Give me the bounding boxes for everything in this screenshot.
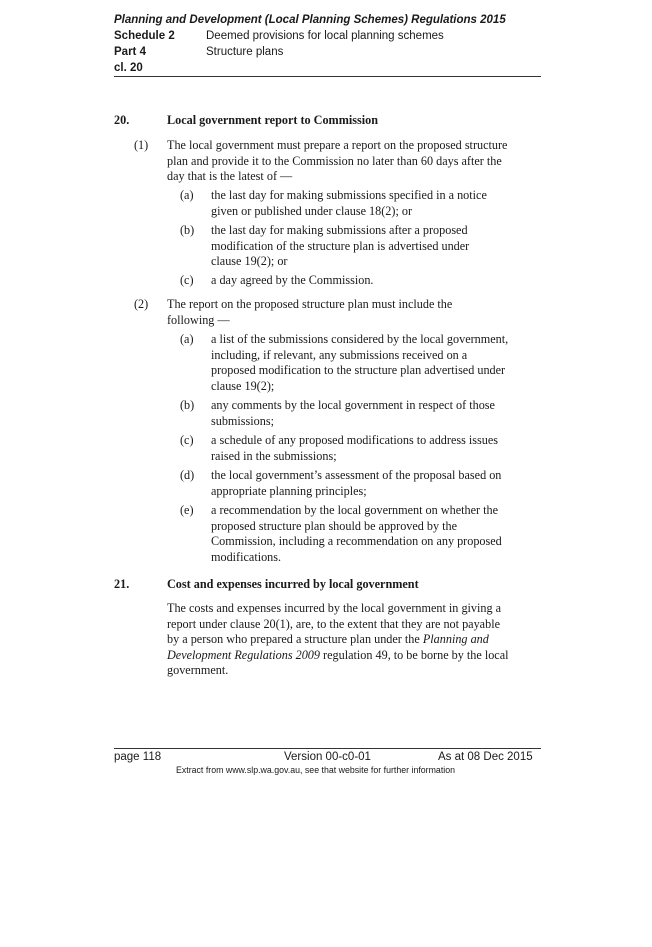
paragraph-line: any comments by the local government in respect of those bbox=[211, 398, 495, 412]
paragraph-line: Commission, including a recommendation on any proposed bbox=[211, 534, 502, 548]
header-clause-label: cl. 20 bbox=[114, 62, 143, 74]
paragraph-label: (a) bbox=[180, 332, 194, 346]
extract-notice: Extract from www.slp.wa.gov.au, see that website for further information bbox=[176, 765, 456, 775]
header-part-row bbox=[114, 44, 283, 60]
paragraph-line: the last day for making submissions specified in a notice bbox=[211, 188, 487, 202]
section-20-number: 20. bbox=[114, 113, 130, 127]
paragraph-line: a list of the submissions considered by the local government, bbox=[211, 332, 509, 346]
paragraph-line: a day agreed by the Commission. bbox=[211, 273, 374, 287]
paragraph-line: clause 19(2); or bbox=[211, 254, 288, 268]
section-21-body-line: The costs and expenses incurred by the local government in giving a bbox=[167, 601, 502, 615]
paragraph-label: (b) bbox=[180, 398, 195, 412]
subclause-1-line: plan and provide it to the Commission no later than 60 days after the bbox=[167, 153, 502, 168]
paragraph-label: (a) bbox=[180, 188, 194, 202]
paragraph-label: (d) bbox=[180, 468, 195, 482]
paragraph-line: appropriate planning principles; bbox=[211, 483, 367, 498]
header-rule bbox=[114, 76, 541, 77]
document-title: Planning and Development (Local Planning Schemes) Regulations 2015 bbox=[114, 14, 506, 26]
section-21-body-line bbox=[167, 648, 509, 664]
subclause-1-number: (1) bbox=[134, 138, 149, 152]
paragraph-line: modification of the structure plan is advertised under bbox=[211, 238, 470, 253]
section-21-body-line: government. bbox=[167, 663, 229, 677]
cited-act-title: Development Regulations 2009 bbox=[167, 647, 320, 662]
subclause-1-line: day that is the latest of — bbox=[167, 169, 293, 183]
section-21-body-line: report under clause 20(1), are, to the extent that they are not payable bbox=[167, 616, 500, 631]
header-schedule-row bbox=[114, 28, 444, 44]
paragraph-line: proposed structure plan should be approved by the bbox=[211, 518, 458, 533]
subclause-1-line: The local government must prepare a report on the proposed structure bbox=[167, 138, 508, 152]
section-21-heading: Cost and expenses incurred by local government bbox=[167, 577, 419, 591]
paragraph-line: modifications. bbox=[211, 549, 282, 564]
body-text: by a person who prepared a structure plan under the bbox=[167, 632, 423, 646]
paragraph-label: (e) bbox=[180, 503, 194, 517]
paragraph-line: a recommendation by the local government on whether the bbox=[211, 503, 498, 517]
paragraph-line: given or published under clause 18(2); or bbox=[211, 203, 413, 218]
paragraph-line: submissions; bbox=[211, 413, 274, 428]
paragraph-line: the local government’s assessment of the proposal based on bbox=[211, 468, 502, 482]
header-part-value: Structure plans bbox=[206, 46, 284, 58]
paragraph-line: including, if relevant, any submissions received on a bbox=[211, 347, 468, 362]
header-schedule-label: Schedule 2 bbox=[114, 30, 175, 42]
page-number: page 118 bbox=[114, 751, 162, 763]
body-text: regulation 49, to be borne by the local bbox=[320, 647, 509, 662]
paragraph-label: (c) bbox=[180, 273, 194, 287]
version-label: Version 00-c0-01 bbox=[284, 751, 371, 763]
header-clause-row bbox=[114, 60, 206, 76]
paragraph-line: raised in the submissions; bbox=[211, 448, 337, 463]
paragraph-line: a schedule of any proposed modifications to address issues bbox=[211, 433, 499, 447]
footer-rule bbox=[114, 748, 541, 749]
cited-act-title: Planning and bbox=[422, 632, 489, 646]
section-20-heading: Local government report to Commission bbox=[167, 113, 378, 127]
subclause-2-line: following — bbox=[167, 312, 230, 327]
paragraph-label: (c) bbox=[180, 433, 194, 447]
paragraph-line: the last day for making submissions after a proposed bbox=[211, 223, 468, 237]
header-part-label: Part 4 bbox=[114, 46, 146, 58]
section-21-number: 21. bbox=[114, 577, 130, 591]
paragraph-label: (b) bbox=[180, 223, 195, 237]
as-at-date: As at 08 Dec 2015 bbox=[438, 751, 533, 763]
subclause-2-line: The report on the proposed structure plan must include the bbox=[167, 297, 453, 311]
paragraph-line: proposed modification to the structure plan advertised under bbox=[211, 363, 506, 377]
paragraph-line: clause 19(2); bbox=[211, 378, 275, 393]
header-schedule-value: Deemed provisions for local planning schemes bbox=[206, 30, 444, 42]
section-21-body-line bbox=[167, 632, 489, 648]
subclause-2-number: (2) bbox=[134, 297, 149, 311]
